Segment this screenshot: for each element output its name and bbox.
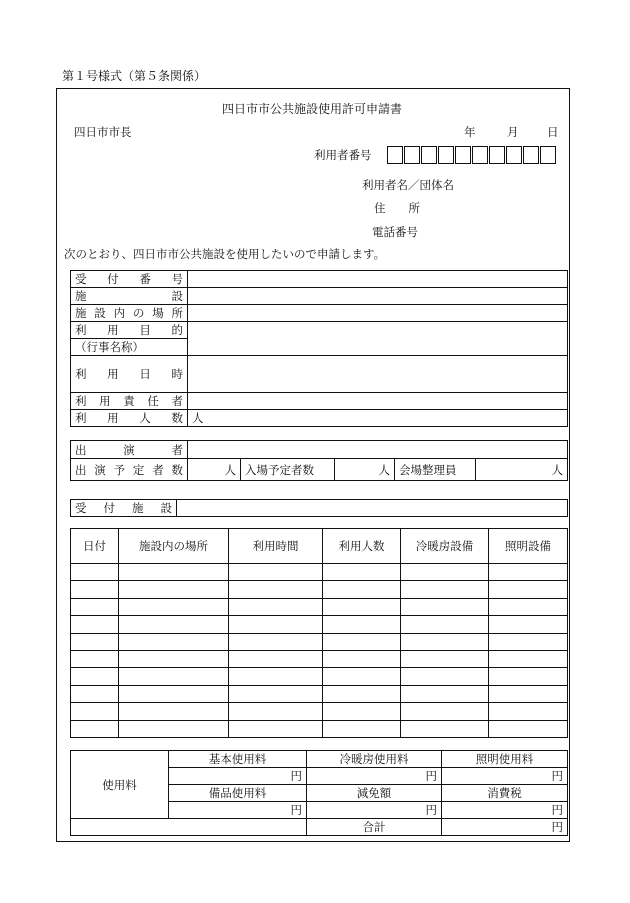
table-row[interactable] xyxy=(71,685,568,702)
header-count: 利用人数 xyxy=(323,529,401,564)
row-label-location: 施 設 内 の 場 所 xyxy=(75,306,183,320)
digit-box[interactable] xyxy=(455,146,471,164)
row-label-reception-number: 受 付 番 号 xyxy=(75,272,183,286)
reception-facility-field[interactable] xyxy=(177,500,568,517)
attendee-count-label: 入場予定者数 xyxy=(241,459,335,481)
applicant-name-label: 利用者名／団体名 xyxy=(362,178,454,192)
table-row[interactable] xyxy=(71,598,568,615)
row-label-responsible-person: 利 用 責 任 者 xyxy=(75,394,183,408)
performer-table xyxy=(70,440,568,481)
table-header-row xyxy=(71,529,568,564)
table-row[interactable] xyxy=(71,564,568,581)
date-day: 日 xyxy=(547,125,559,139)
header-hvac: 冷暖房設備 xyxy=(401,529,489,564)
reception-number-field[interactable] xyxy=(188,271,568,288)
applicant-phone-label: 電話番号 xyxy=(372,225,418,239)
digit-box[interactable] xyxy=(506,146,522,164)
discount-field[interactable]: 円 xyxy=(307,802,442,819)
purpose-field[interactable] xyxy=(188,322,568,356)
unit-person: 人 xyxy=(192,411,204,425)
digit-box[interactable] xyxy=(404,146,420,164)
table-row[interactable] xyxy=(71,633,568,650)
performer-field[interactable] xyxy=(188,441,568,459)
fee-table xyxy=(70,750,568,836)
digit-box[interactable] xyxy=(489,146,505,164)
location-field[interactable] xyxy=(188,305,568,322)
table-row xyxy=(71,441,568,459)
digit-box[interactable] xyxy=(523,146,539,164)
equipment-fee-header: 備品使用料 xyxy=(169,785,307,802)
row-label-facility: 施 設 xyxy=(75,289,183,303)
lighting-fee-field[interactable]: 円 xyxy=(442,768,568,785)
table-row xyxy=(71,271,568,288)
total-label: 合計 xyxy=(307,819,442,836)
staff-label: 会場整理員 xyxy=(395,459,476,481)
date-year: 年 xyxy=(464,125,476,139)
digit-box[interactable] xyxy=(438,146,454,164)
basic-fee-header: 基本使用料 xyxy=(169,751,307,768)
table-row[interactable] xyxy=(71,703,568,720)
header-location: 施設内の場所 xyxy=(119,529,229,564)
form-number-label: 第１号様式（第５条関係） xyxy=(62,69,207,83)
fee-blank-cell xyxy=(71,819,307,836)
row-label-performer-count: 出 演 予 定 者 数 xyxy=(75,462,183,477)
header-lighting: 照明設備 xyxy=(489,529,568,564)
table-row xyxy=(71,751,568,768)
row-label-purpose: 利 用 目 的 xyxy=(75,323,183,337)
digit-box[interactable] xyxy=(421,146,437,164)
table-row xyxy=(71,356,568,393)
consumption-tax-field[interactable]: 円 xyxy=(442,802,568,819)
total-field[interactable]: 円 xyxy=(442,819,568,836)
consumption-tax-header: 消費税 xyxy=(442,785,568,802)
row-label-datetime: 利 用 日 時 xyxy=(75,367,183,381)
main-info-table xyxy=(70,270,568,427)
form-title: 四日市市公共施設使用許可申請書 xyxy=(222,102,403,116)
fee-label: 使用料 xyxy=(71,751,169,819)
reception-facility-table xyxy=(70,499,568,517)
user-number-label: 利用者番号 xyxy=(314,148,372,162)
digit-box[interactable] xyxy=(540,146,556,164)
table-row[interactable] xyxy=(71,650,568,667)
staff-count-field[interactable]: 人 xyxy=(476,459,568,481)
table-row xyxy=(71,393,568,410)
table-row[interactable] xyxy=(71,720,568,737)
table-row xyxy=(71,500,568,517)
digit-box[interactable] xyxy=(472,146,488,164)
digit-box[interactable] xyxy=(387,146,403,164)
discount-header: 減免額 xyxy=(307,785,442,802)
basic-fee-field[interactable]: 円 xyxy=(169,768,307,785)
lighting-fee-header: 照明使用料 xyxy=(442,751,568,768)
table-row[interactable] xyxy=(71,668,568,685)
schedule-table xyxy=(70,528,568,738)
hvac-fee-header: 冷暖房使用料 xyxy=(307,751,442,768)
responsible-person-field[interactable] xyxy=(188,393,568,410)
table-row[interactable] xyxy=(71,581,568,598)
user-count-field[interactable] xyxy=(188,410,568,427)
table-row xyxy=(71,322,568,339)
date-month: 月 xyxy=(507,125,519,139)
hvac-fee-field[interactable]: 円 xyxy=(307,768,442,785)
row-label-user-count: 利 用 人 数 xyxy=(75,411,183,425)
table-row xyxy=(71,410,568,427)
row-label-reception-facility: 受 付 施 設 xyxy=(75,501,172,515)
header-time: 利用時間 xyxy=(229,529,323,564)
table-row xyxy=(71,819,568,836)
datetime-field[interactable] xyxy=(188,356,568,393)
header-date: 日付 xyxy=(71,529,119,564)
facility-field[interactable] xyxy=(188,288,568,305)
row-label-event-name: （行事名称） xyxy=(71,339,188,356)
performer-count-field[interactable]: 人 xyxy=(188,459,241,481)
user-number-boxes[interactable] xyxy=(387,146,557,164)
equipment-fee-field[interactable]: 円 xyxy=(169,802,307,819)
application-statement: 次のとおり、四日市市公共施設を使用したいので申請します。 xyxy=(64,247,386,261)
applicant-address-label: 住 所 xyxy=(374,201,420,215)
attendee-count-field[interactable]: 人 xyxy=(335,459,395,481)
table-row xyxy=(71,288,568,305)
table-row xyxy=(71,459,568,481)
row-label-performer: 出 演 者 xyxy=(75,442,183,457)
table-row[interactable] xyxy=(71,616,568,633)
table-row xyxy=(71,305,568,322)
addressee: 四日市市長 xyxy=(74,125,132,139)
